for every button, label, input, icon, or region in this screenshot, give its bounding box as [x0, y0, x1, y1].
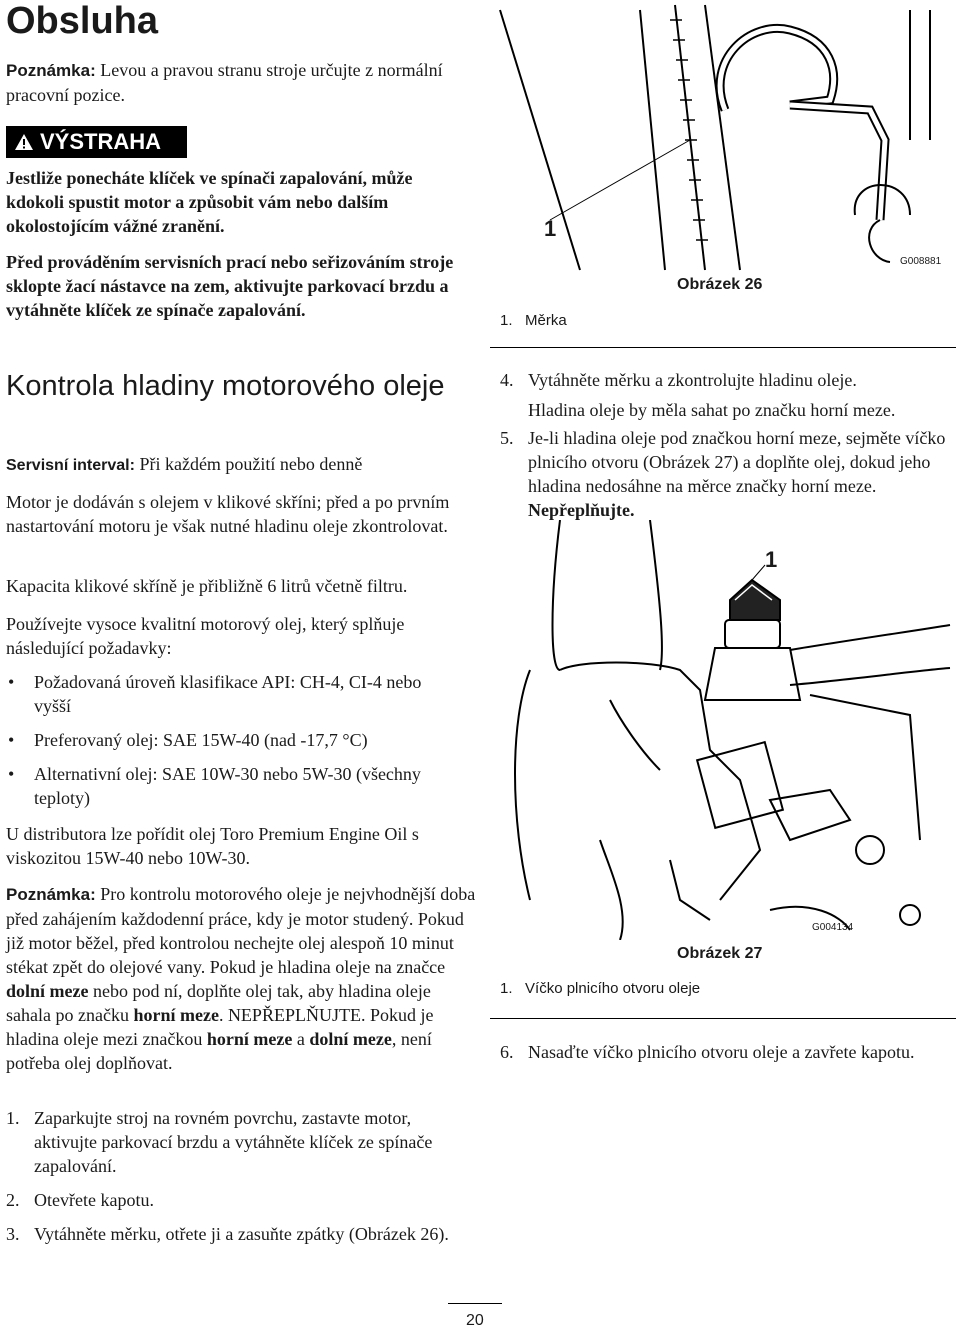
- figure-26-id: G008881: [900, 256, 942, 267]
- list-item: • Preferovaný olej: SAE 15W-40 (nad -17,7 °C): [6, 728, 456, 752]
- step-text: Nasaďte víčko plnicího otvoru oleje a zavřete kapotu.: [528, 1042, 915, 1062]
- list-item: [500, 1040, 955, 1064]
- service-interval: [6, 452, 476, 478]
- list-item: [500, 426, 955, 522]
- section-heading: Kontrola hladiny motorového oleje: [6, 370, 445, 402]
- service-interval-label: Servisní interval:: [6, 457, 135, 474]
- note-text: , není potřeba olej doplňovat.: [6, 1029, 432, 1073]
- warning-paragraph-1: Jestliže ponecháte klíček ve spínači zapalování, může kdokoli spustit motor a způsobit vám nebo dalším okolostojícím vážné zranění.: [6, 168, 413, 236]
- note-bold: horní meze: [206, 1029, 293, 1049]
- paragraph-capacity: Kapacita klikové skříně je přibližně 6 litrů včetně filtru.: [6, 576, 408, 596]
- page-number: 20: [466, 1312, 484, 1329]
- figure-26-divider: [490, 347, 956, 348]
- paragraph-toro-oil: U distributora lze pořídit olej Toro Premium Engine Oil s viskozitou 15W-40 nebo 10W-30.: [6, 824, 419, 868]
- note-label: Poznámka:: [6, 61, 96, 80]
- figure-27-callout: 1: [765, 547, 778, 572]
- paragraph-oil-requirements: Používejte vysoce kvalitní motorový olej, který splňuje následující požadavky:: [6, 614, 405, 658]
- step-subtext: Hladina oleje by měla sahat po značku horní meze.: [528, 400, 896, 420]
- page-number-rule: [448, 1303, 502, 1304]
- figure-27-divider: [490, 1018, 956, 1019]
- list-item: • Alternativní olej: SAE 10W-30 nebo 5W-30 (všechny teploty): [6, 762, 456, 810]
- steps-list-right: [500, 368, 955, 532]
- note-oil-check: [6, 882, 476, 1075]
- list-item: [6, 1106, 476, 1178]
- list-item: • Požadovaná úroveň klasifikace API: CH-4, CI-4 nebo vyšší: [6, 670, 456, 718]
- note-bold: horní meze: [133, 1005, 219, 1025]
- oil-requirements-list: [6, 670, 456, 820]
- note-bold: dolní meze: [309, 1029, 392, 1049]
- step-emphasis: Nepřeplňujte.: [528, 500, 635, 520]
- step-number: 4.: [500, 370, 514, 390]
- step-number: 3.: [6, 1224, 20, 1244]
- figure-27-oil-fill-cap-illustration: [490, 520, 956, 940]
- step-number: 1.: [6, 1108, 20, 1128]
- warning-paragraph-2: Před prováděním servisních prací nebo seřizováním stroje sklopte žací nástavce na zem, aktivujte parkovací brzdu a vytáhněte klíček ze spínače zapalování.: [6, 252, 454, 320]
- figure-27-legend: [500, 980, 700, 997]
- steps-list-final: [500, 1040, 955, 1074]
- warning-label: VÝSTRAHA: [40, 129, 162, 154]
- step-number: 2.: [6, 1190, 20, 1210]
- page-title: Obsluha: [6, 0, 159, 42]
- list-item: [6, 1222, 476, 1246]
- list-item: [6, 1188, 476, 1212]
- step-text: Je-li hladina oleje pod značkou horní meze, sejměte víčko plnicího otvoru (Obrázek 27) a doplňte olej, dokud jeho hladina nedosáhne na měrce značky horní meze.: [528, 428, 946, 496]
- legend-number: 1.: [500, 980, 513, 997]
- step-text: Otevřete kapotu.: [34, 1190, 154, 1210]
- figure-26-callout: 1: [544, 216, 557, 241]
- note-text: Levou a pravou stranu stroje určujte z normální pracovní pozice.: [6, 60, 443, 105]
- note-text: Pro kontrolu motorového oleje je nejvhodnější doba před zahájením každodenní práce, kdy je motor studený. Pokud již motor běžel, před kontrolou nechejte olej alespoň 10 minut stékat zpět do olejové vany. Pokud je hladina oleje na značce: [6, 884, 476, 977]
- figure-27-id: G004134: [812, 922, 854, 933]
- legend-text: Měrka: [525, 312, 567, 329]
- list-item: [500, 368, 955, 422]
- warning-triangle-icon: [14, 133, 34, 151]
- figure-26-dipstick-illustration: [490, 0, 956, 275]
- legend-number: 1.: [500, 312, 513, 329]
- step-number: 5.: [500, 428, 514, 448]
- service-interval-text: Při každém použití nebo denně: [134, 454, 363, 474]
- steps-list-left: [6, 1106, 476, 1256]
- step-text: Vytáhněte měrku, otřete ji a zasuňte zpátky (Obrázek 26).: [34, 1224, 449, 1244]
- note-text: . NEPŘEPLŇUJTE. Pokud je hladina oleje mezi značkou: [6, 1005, 434, 1049]
- note-bold: dolní meze: [6, 981, 89, 1001]
- paragraph-motor: Motor je dodáván s olejem v klikové skříni; před a po prvním nastartování motoru je však nutné hladinu oleje zkontrolovat.: [6, 492, 450, 536]
- note-text: a: [292, 1029, 310, 1049]
- note-orientation: [6, 58, 446, 107]
- step-number: 6.: [500, 1042, 514, 1062]
- warning-banner: [6, 126, 187, 158]
- figure-27-caption: Obrázek 27: [677, 945, 763, 962]
- legend-text: Víčko plnicího otvoru oleje: [525, 980, 701, 997]
- step-text: Vytáhněte měrku a zkontrolujte hladinu oleje.: [528, 370, 857, 390]
- step-text: Zaparkujte stroj na rovném povrchu, zastavte motor, aktivujte parkovací brzdu a vytáhněte klíček ze spínače zapalování.: [34, 1108, 433, 1176]
- figure-26-legend: [500, 312, 567, 329]
- figure-26-caption: Obrázek 26: [677, 276, 763, 293]
- note-label: Poznámka:: [6, 885, 96, 904]
- note-text: nebo pod ní, doplňte olej tak, aby hladina oleje sahala po značku: [6, 981, 431, 1025]
